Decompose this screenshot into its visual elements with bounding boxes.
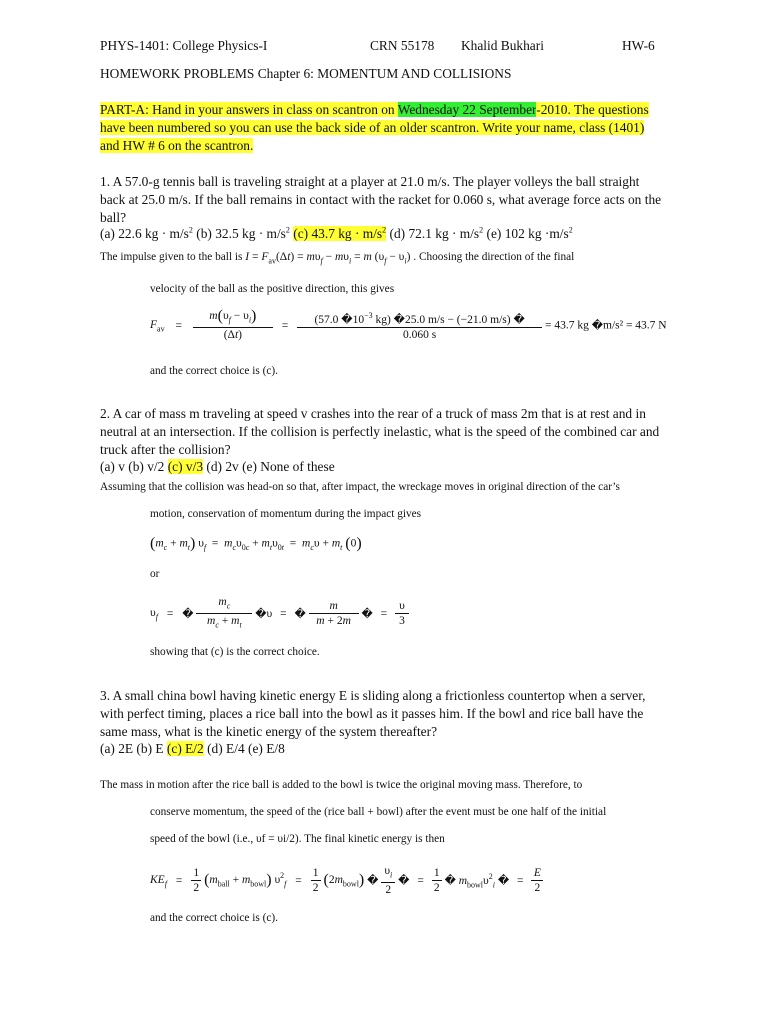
solution-3-line1: The mass in motion after the rice ball is added to the bowl is twice the original moving mass. Therefore, to	[100, 779, 583, 791]
choice-1c-correct: (c) 43.7 kg · $m/s^2$	[293, 226, 387, 242]
choice-2c-correct: (c) v/3	[167, 459, 204, 474]
question-1: 1. A 57.0-g tennis ball is traveling straight at a player at 21.0 m/s. The player volleys the ball straight back at 25.0 m/s. If the ball remains in contact with the racket for 0.060 s, what average force acts on the ball?	[100, 174, 662, 225]
final-speed-equation: $\upsilon_f$ = � $\frac{m_c}{m_c + m_t}$ �υ = � $\frac{m}{m + 2m}$ � = $\frac{\upsilon}{3}$	[150, 595, 409, 633]
solution-2-line2: motion, conservation of momentum during the impact gives	[150, 508, 422, 520]
impulse-equation: $I = F_{av}(\Delta t) = m\upsilon_f - m\upsilon_i = m$ $(\upsilon_f - \upsilon_i)$	[245, 251, 414, 266]
choice-1a: (a) 22.6 kg · $m/s^2$	[100, 226, 193, 242]
solution-2-or: or	[150, 568, 160, 580]
due-date: Wednesday 22 September	[397, 102, 537, 117]
solution-3-line2: conserve momentum, the speed of the (rice ball + bowl) after the event must be one half of the initial	[150, 806, 607, 818]
momentum-equation: $(m_c + m_t) \upsilon_f = m_c\upsilon_{0c} + m_t\upsilon_{0t} = m_c\upsilon + m_t$ (0)	[150, 535, 362, 552]
part-a-text-end: -2010. The questions have been numbered so you can use the back side of an older scantron. Write your name, class (1401) and HW # 6 on the scantron.	[100, 102, 649, 153]
choice-1d: (d) 72.1 kg · $m/s^2$	[389, 226, 484, 242]
course-title: PHYS-1401: College Physics-I	[100, 38, 268, 53]
choice-1b: (b) 32.5 kg · $m/s^2$	[196, 226, 290, 242]
question-2: 2. A car of mass m traveling at speed v crashes into the rear of a truck of mass 2m that is at rest and in neutral at an intersection. If the collision is perfectly inelastic, what is the speed of the combined car and truck after the collision?	[100, 406, 660, 457]
solution-2-line1: Assuming that the collision was head-on so that, after impact, the wreckage moves in original direction of the car’s	[100, 481, 620, 493]
crn-number: CRN 55178	[370, 38, 435, 53]
question-2-choices: (a) v (b) v/2 (c) v/3 (d) 2v (e) None of these	[100, 459, 335, 474]
choice-3c-correct: (c) E/2	[166, 741, 204, 756]
choice-1e: (e) 102 kg $\cdot m/s^2$	[486, 226, 573, 242]
solution-1-conclusion: and the correct choice is (c).	[150, 365, 278, 377]
kinetic-energy-equation: $KE_f$ = $\frac{1}{2}$ $(m_{ball} + m_{bowl}) \upsilon^2_f$ = $\frac{1}{2}$ $(2m_{bowl})$ � $\frac{\upsilon_i}{2}$ � = $\frac{1}{2}$ � $m_{bowl}\upsilon^2_i$ � = $\frac{E}{2}$	[150, 864, 543, 897]
chapter-heading: HOMEWORK PROBLEMS Chapter 6: MOMENTUM AND COLLISIONS	[100, 66, 512, 81]
homework-number: HW-6	[622, 38, 655, 53]
solution-3-conclusion: and the correct choice is (c).	[150, 912, 278, 924]
question-3-choices: (a) 2E (b) E (c) E/2 (d) E/4 (e) E/8	[100, 741, 285, 756]
part-a-text-start: PART-A: Hand in your answers in class on scantron on	[100, 102, 398, 117]
solution-2-conclusion: showing that (c) is the correct choice.	[150, 646, 320, 658]
question-3: 3. A small china bowl having kinetic energy E is sliding along a frictionless countertop when a server, with perfect timing, places a rice ball into the bowl as it passes him. If the bowl and rice ball have the same mass, what is the kinetic energy of the system thereafter?	[100, 688, 646, 739]
question-1-choices	[100, 226, 573, 242]
force-equation: $F_{av}$ = $\frac{m(\upsilon_f - \upsilon_i)}{(\Delta t)}$ = $\frac{(57.0 �10^{-3} kg) �25.0 m/s - (-21.0 m/s) �}{0.060 s}$ = 43.7 kg �m/s² = 43.7 N	[150, 307, 667, 342]
solution-1-intro: The impulse given to the ball is $I = F_{av}(\Delta t) = m\upsilon_f - m\upsilon_i = m$ $(\upsilon_f - \upsilon_i)$ . Choosing the direction of the final	[100, 251, 575, 266]
instructor-name: Khalid Bukhari	[461, 38, 544, 53]
solution-1-line2: velocity of the ball as the positive direction, this gives	[150, 283, 395, 295]
solution-3-line3: speed of the bowl (i.e., υf = υi/2). The final kinetic energy is then	[150, 833, 445, 845]
part-a-instructions	[100, 101, 666, 155]
